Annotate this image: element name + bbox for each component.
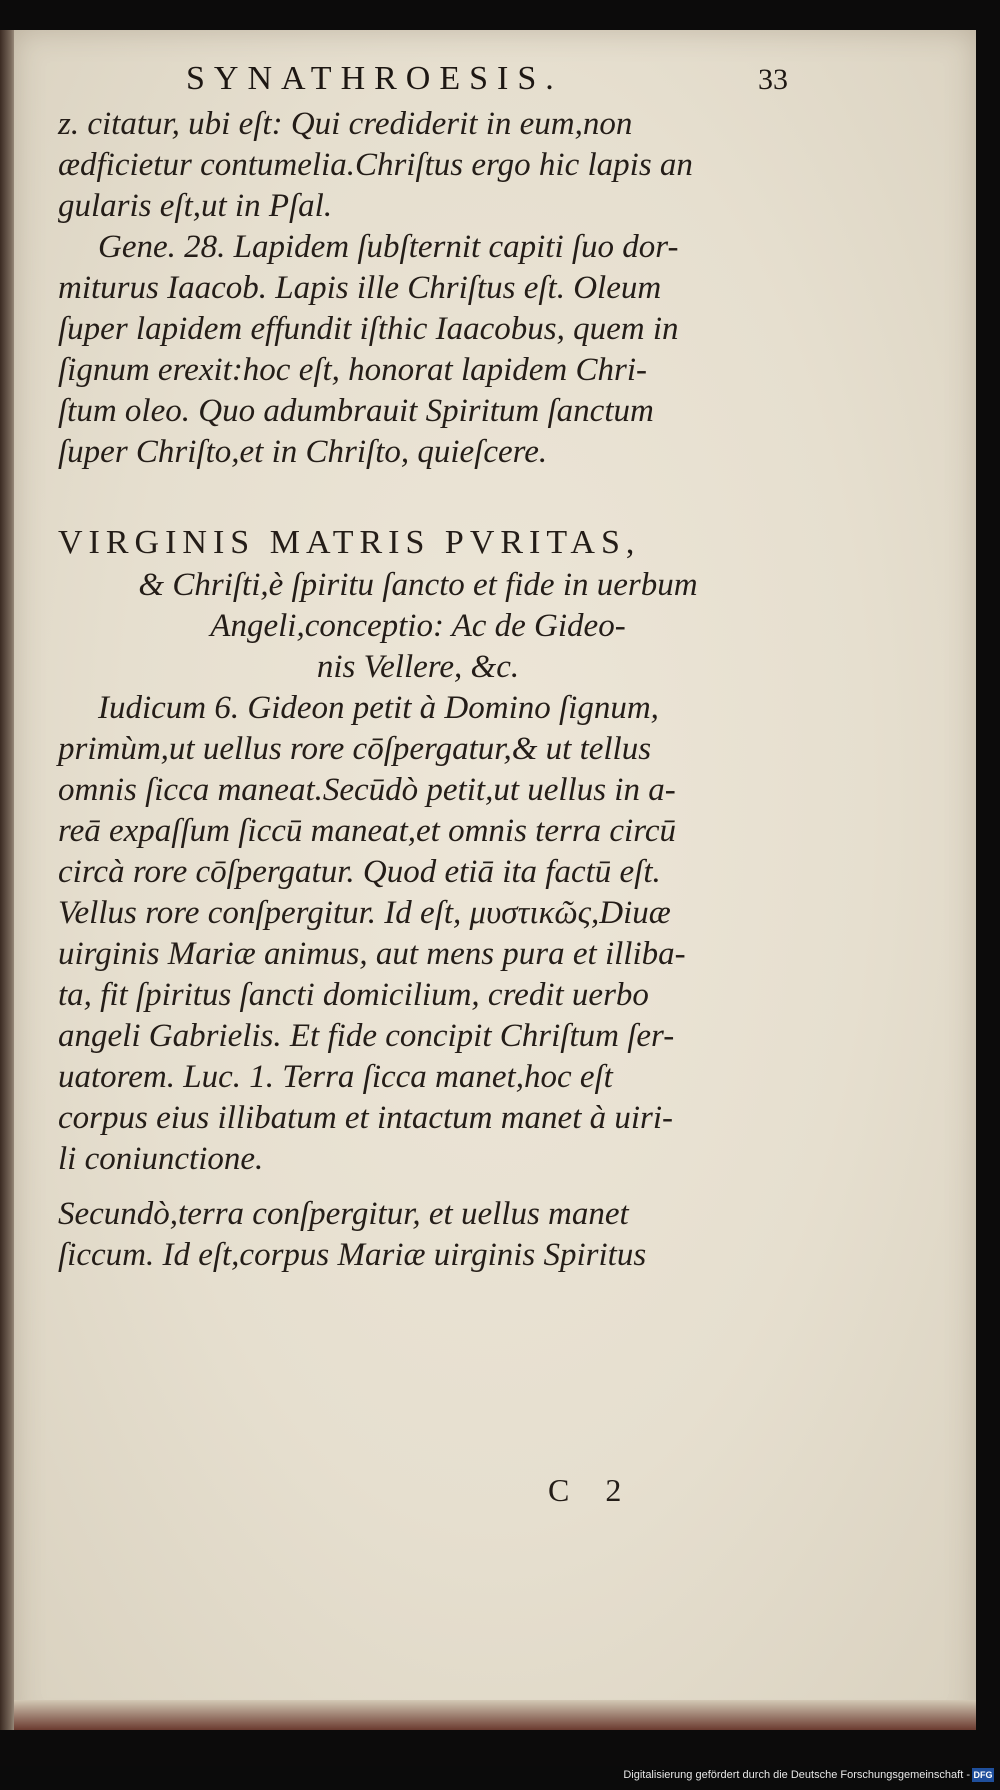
text-line: Iudicum 6. Gideon petit à Domino ſignum, (98, 690, 659, 726)
text-line: z. citatur, ubi eſt: Qui crediderit in eum,non (58, 106, 633, 142)
text-line: omnis ſicca maneat.Secūdò petit,ut uellus in a- (58, 772, 676, 808)
dfg-logo: DFG (973, 1770, 993, 1780)
section-gap (58, 473, 778, 521)
page-text (58, 60, 788, 1276)
text-line: ſtum oleo. Quo adumbrauit Spiritum ſanctum (58, 393, 654, 429)
text-line: primùm,ut uellus rore cōſpergatur,& ut tellus (58, 731, 652, 767)
running-head (58, 60, 788, 98)
paragraph-gap (58, 1180, 778, 1194)
signature-mark: C 2 (548, 1472, 636, 1508)
text-line: ſuper lapidem effundit iſthic Iaacobus, quem in (58, 311, 679, 347)
page-bottom-edge (14, 1700, 976, 1730)
text-line: ſignum erexit:hoc eſt, honorat lapidem Chri- (58, 352, 648, 388)
heading-line: nis Vellere, &c. (316, 649, 520, 685)
funding-credit: Digitalisierung gefördert durch die Deutsche Forschungsgemeinschaft - (623, 1769, 970, 1781)
running-title: SYNATHROESIS. (186, 60, 563, 97)
text-line: corpus eius illibatum et intactum manet à uiri- (58, 1100, 674, 1136)
text-line: reā expaſſum ſiccū maneat,et omnis terra circū (58, 813, 676, 849)
section-heading (58, 521, 778, 688)
heading-line: VIRGINIS MATRIS PVRITAS, (58, 524, 641, 561)
text-line: li coniunctione. (58, 1141, 264, 1177)
text-line: gularis eſt,ut in Pſal. (58, 188, 333, 224)
text-line: Secundò,terra conſpergitur, et uellus manet (58, 1196, 629, 1232)
text-line: ſiccum. Id eſt,corpus Mariæ uirginis Spiritus (58, 1237, 647, 1273)
text-line: uirginis Mariæ animus, aut mens pura et illiba- (58, 936, 686, 972)
text-line: angeli Gabrielis. Et fide concipit Chriſtum ſer- (58, 1018, 675, 1054)
paragraph-4 (58, 1194, 778, 1276)
page-number: 33 (758, 63, 788, 96)
text-line: circà rore cōſpergatur. Quod etiā ita factū eſt. (58, 854, 661, 890)
text-line: ſuper Chriſto,et in Chriſto, quieſcere. (58, 434, 548, 470)
paragraph-1 (58, 104, 778, 227)
text-line: uatorem. Luc. 1. Terra ſicca manet,hoc eſt (58, 1059, 613, 1095)
heading-line: Angeli,conceptio: Ac de Gideo- (210, 608, 626, 644)
paragraph-3 (58, 688, 778, 1180)
paragraph-2 (58, 227, 778, 473)
text-line: ædficietur contumelia.Chriſtus ergo hic lapis an (58, 147, 693, 183)
heading-line: & Chriſti,è ſpiritu ſancto et fide in uerbum (138, 567, 698, 603)
text-line: Gene. 28. Lapidem ſubſternit capiti ſuo dor- (98, 229, 679, 265)
text-line: Vellus rore conſpergitur. Id eſt, μυστικῶς,Diuæ (58, 895, 671, 931)
text-line: ta, fit ſpiritus ſancti domicilium, credit uerbo (58, 977, 649, 1013)
text-line: miturus Iaacob. Lapis ille Chriſtus eſt. Oleum (58, 270, 662, 306)
